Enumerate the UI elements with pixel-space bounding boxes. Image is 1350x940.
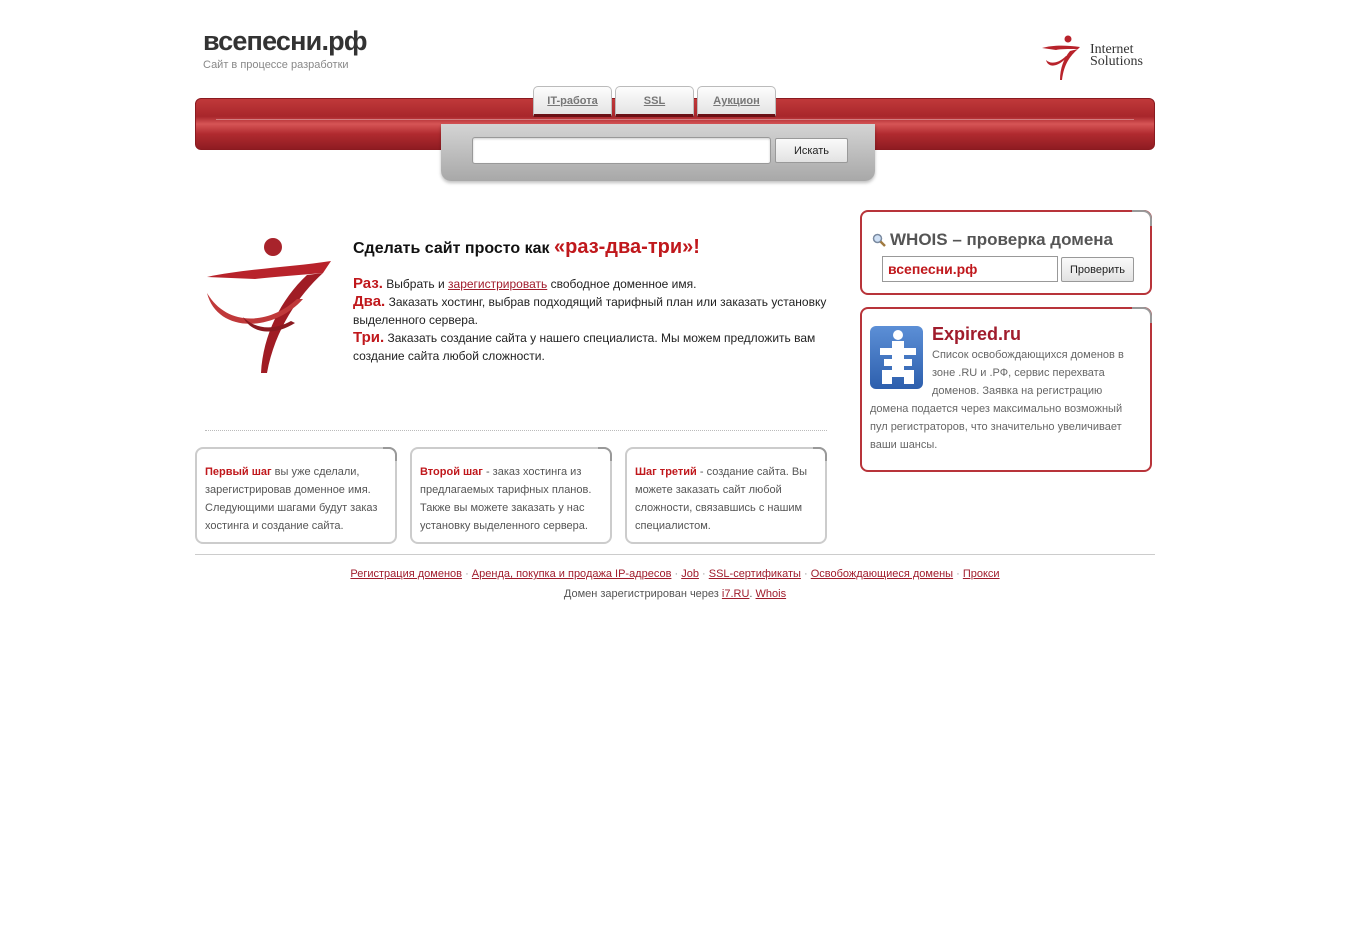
step-two-text: Заказать хостинг, выбрав подходящий тарифный план или заказать установку выделенного сервера. [353, 295, 827, 327]
site-subtitle: Сайт в процессе разработки [203, 59, 349, 71]
footer-link-expiring-domains[interactable]: Освобождающиеся домены [810, 568, 954, 580]
tab-ssl[interactable] [615, 86, 694, 117]
logo-line1: Internet [1090, 42, 1134, 57]
footer-sep: · [800, 568, 811, 580]
footer-links [0, 568, 1350, 580]
internet-solutions-logo[interactable] [1040, 34, 1160, 82]
card-step-three-text: - создание сайта. Вы можете заказать сайт любой сложности, связавшись с нашим специалистом. [635, 466, 808, 532]
step-three [353, 329, 828, 365]
divider [205, 430, 827, 431]
step-one-key: Раз. [353, 275, 383, 292]
card-step-one-text: вы уже сделали, зарегистрировав доменное имя. Следующими шагами будут заказ хостинга и создание сайта. [205, 466, 378, 532]
footer-link-proxy[interactable]: Прокси [962, 568, 1000, 580]
card-step-two [410, 447, 612, 544]
search-button[interactable]: Искать [775, 138, 848, 163]
card-step-three [625, 447, 827, 544]
card-step-one-title: Первый шаг [205, 466, 272, 478]
card-step-two-text: - заказ хостинга из предлагаемых тарифных планов. Также вы можете заказать у нас установку выделенного сервера. [420, 466, 592, 532]
expired-description [870, 346, 1140, 454]
card-step-one [195, 447, 397, 544]
step-two [353, 293, 828, 329]
step-one-after: свободное доменное имя. [547, 277, 697, 291]
step-one-before: Выбрать и [382, 277, 449, 291]
tab-it-job[interactable] [533, 86, 612, 117]
tab-it-job-link[interactable]: IT-работа [547, 95, 598, 107]
expired-text-line1: Список освобождающихся доменов в [932, 349, 1124, 361]
whois-box [860, 210, 1152, 295]
footer-registration [0, 588, 1350, 600]
whois-check-button[interactable]: Проверить [1061, 257, 1134, 282]
intro-heading-text: Сделать сайт просто как [353, 240, 554, 257]
footer-link-ssl[interactable]: SSL-сертификаты [708, 568, 801, 580]
logo-text [1090, 44, 1143, 68]
site-title: всепесни.рф [203, 26, 367, 56]
step-two-key: Два. [353, 293, 386, 310]
expired-box [860, 307, 1152, 472]
nav-tabs [533, 86, 776, 117]
search-input[interactable] [472, 137, 771, 164]
step-three-key: Три. [353, 329, 385, 346]
runner-big-logo-icon [203, 233, 338, 378]
footer-link-ip-addresses[interactable]: Аренда, покупка и продажа IP-адресов [471, 568, 672, 580]
expired-text-rest: домена подается через максимально возможный пул регистраторов, что значительно увеличивает ваши шансы. [870, 403, 1123, 451]
expired-text-line3: доменов. Заявка на регистрацию [932, 385, 1103, 397]
footer-reg-dot: . [749, 588, 756, 600]
footer-sep: · [671, 568, 682, 580]
footer-sep: · [953, 568, 963, 580]
tab-ssl-link[interactable]: SSL [643, 95, 666, 107]
register-link[interactable]: зарегистрировать [448, 277, 548, 291]
footer-sep: · [698, 568, 709, 580]
search-panel [441, 124, 875, 181]
footer-link-job[interactable]: Job [681, 568, 699, 580]
runner-logo-icon [1040, 34, 1088, 82]
magnifier-icon [872, 233, 886, 247]
whois-title-text: WHOIS – проверка домена [890, 230, 1114, 249]
footer-reg-text: Домен зарегистрирован через [563, 588, 722, 600]
tab-auction-link[interactable]: Аукцион [713, 95, 760, 107]
card-step-two-title: Второй шаг [420, 466, 483, 478]
step-three-text: Заказать создание сайта у нашего специалиста. Мы можем предложить вам создание сайта любой сложности. [353, 331, 816, 363]
whois-title [872, 230, 1113, 250]
intro-heading [353, 236, 828, 259]
intro-heading-accent: «раз-два-три»! [554, 236, 700, 258]
footer-whois-link[interactable]: Whois [755, 588, 787, 600]
logo-line2: Solutions [1090, 54, 1143, 69]
footer-sep: · [462, 568, 472, 580]
tab-auction[interactable] [697, 86, 776, 117]
intro-block [353, 236, 828, 365]
footer-registrar-link[interactable]: i7.RU [721, 588, 750, 600]
step-one [353, 275, 828, 293]
expired-title[interactable]: Expired.ru [932, 324, 1022, 344]
footer-divider [195, 554, 1155, 555]
expired-text-line2: зоне .RU и .РФ, сервис перехвата [932, 367, 1105, 379]
card-step-three-title: Шаг третий [635, 466, 697, 478]
whois-domain-input[interactable] [882, 256, 1058, 282]
footer-link-domain-registration[interactable]: Регистрация доменов [350, 568, 463, 580]
